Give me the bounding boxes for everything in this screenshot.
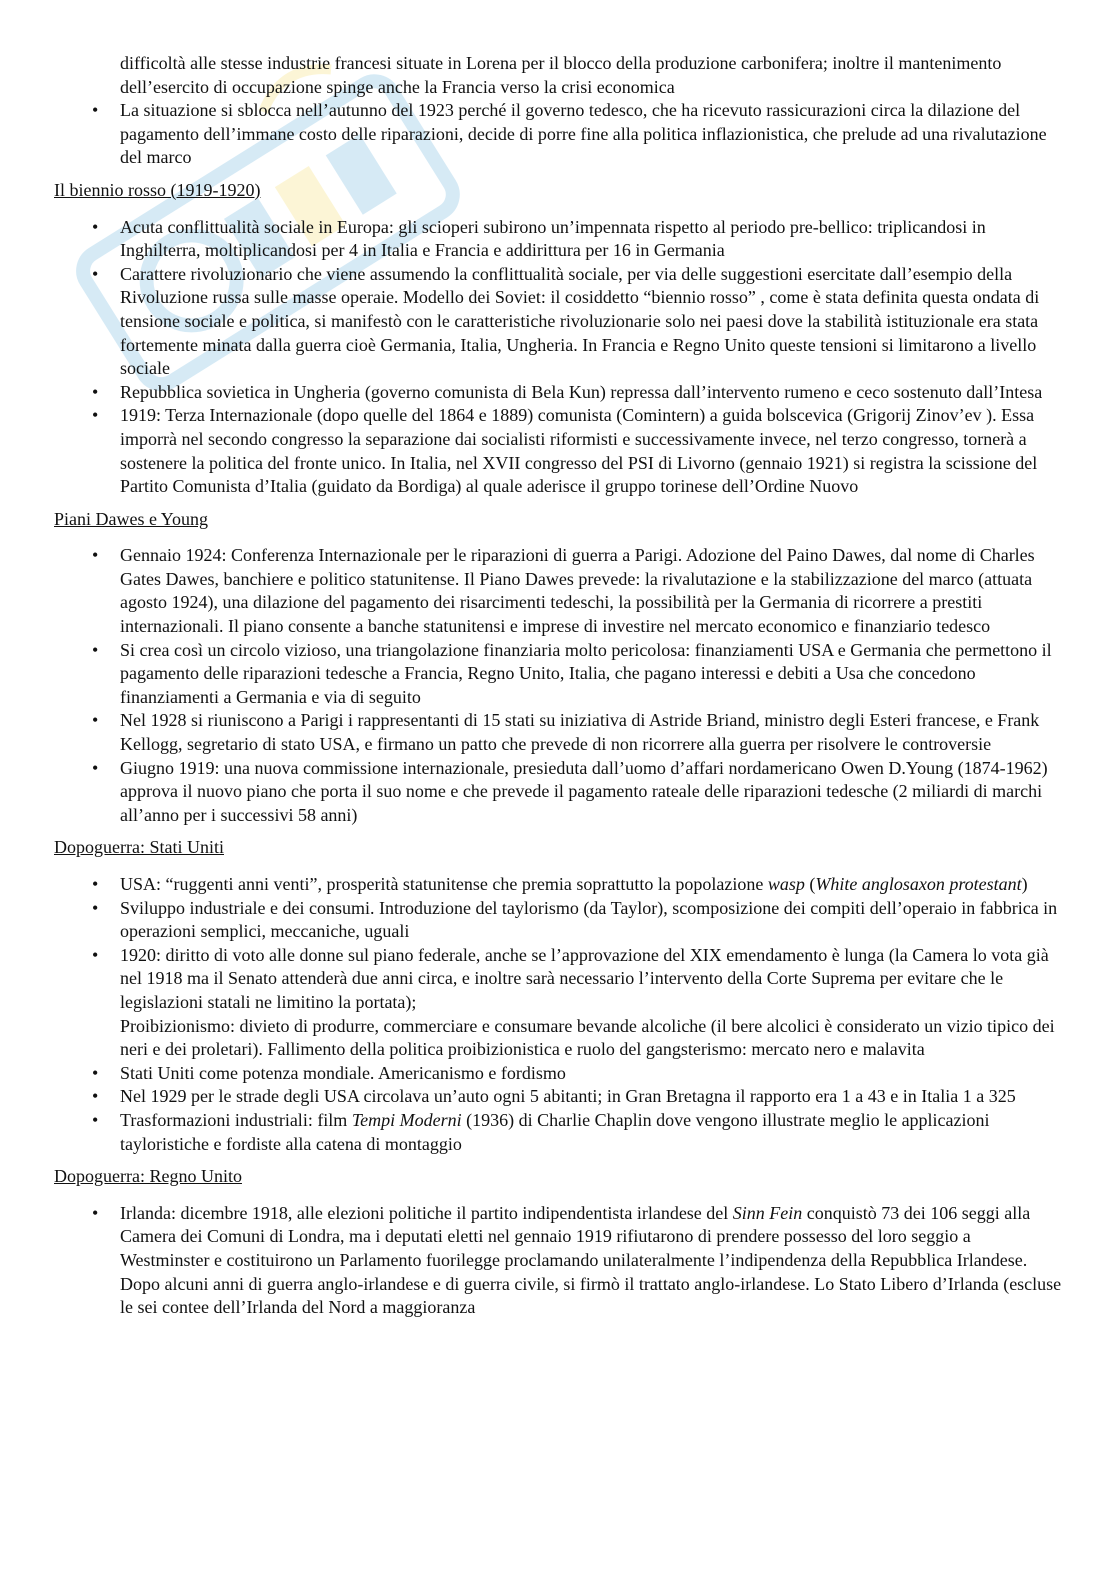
bullet-list [54, 1202, 1064, 1320]
section [54, 179, 1064, 499]
list-item: • Repubblica sovietica in Ungheria (governo comunista di Bela Kun) repressa dall’intervento rumeno e ceco sostenuto dall’Intesa [54, 381, 1064, 405]
section-heading: Il biennio rosso (1919-1920) [54, 179, 261, 200]
section [54, 508, 1064, 828]
section-heading: Piani Dawes e Young [54, 508, 209, 529]
list-item: • La situazione si sblocca nell’autunno del 1923 perché il governo tedesco, che ha ricevuto rassicurazioni circa la dilazione del pagamento dell’immane costo delle riparazioni, decide di porre fine alla politica inflazionistica, che prelude ad una rivalutazione del marco [54, 99, 1064, 170]
section [54, 1165, 1064, 1320]
bullet-list [54, 873, 1064, 1156]
list-item: • Giugno 1919: una nuova commissione internazionale, presieduta dall’uomo d’affari nordamericano Owen D.Young (1874-1962) approva il nuovo piano che porta il suo nome e che prevede il pagamento rateale delle riparazioni tedesche (2 miliardi di marchi all’anno per i successivi 58 anni) [54, 757, 1064, 828]
section-heading: Dopoguerra: Regno Unito [54, 1166, 242, 1187]
sections-container [54, 179, 1064, 1320]
bullet-list [54, 544, 1064, 827]
list-item: • 1920: diritto di voto alle donne sul piano federale, anche se l’approvazione del XIX emendamento è lunga (la Camera lo vota già nel 1918 ma il Senato attenderà due anni circa, e inoltre sarà necessario l’intervento della Corte Suprema per evitare che le legislazioni statali ne limitino la portata); Proibizionismo: divieto di produrre, commerciare e consumare bevande alcoliche (il bere alcolici è considerato un vizio tipico dei neri e dei proletari). Fallimento della politica proibizionistica e ruolo del gangsterismo: mercato nero e malavita [54, 944, 1064, 1062]
list-item: • USA: “ruggenti anni venti”, prosperità statunitense che premia soprattutto la popolazione wasp (White anglosaxon protestant) [54, 873, 1064, 897]
section [54, 836, 1064, 1156]
list-item: • Stati Uniti come potenza mondiale. Americanismo e fordismo [54, 1062, 1064, 1086]
list-item: • Nel 1928 si riuniscono a Parigi i rappresentanti di 15 stati su iniziativa di Astride Briand, ministro degli Esteri francese, e Frank Kellogg, segretario di stato USA, e firmano un patto che prevede di non ricorrere alla guerra per risolvere le controversie [54, 709, 1064, 756]
bullet-list [54, 216, 1064, 499]
list-item: • Carattere rivoluzionario che viene assumendo la conflittualità sociale, per via delle suggestioni esercitate dall’esempio della Rivoluzione russa sulle masse operaie. Modello dei Soviet: il cosiddetto “biennio rosso” , come è stata definita questa ondata di tensione sociale e politica, si manifestò con le caratteristiche rivoluzionarie solo nei paesi dove la stabilità istituzionale era stata fortemente minata dalla guerra cioè Germania, Italia, Ungheria. In Francia e Regno Unito queste tensioni si limitarono a livello sociale [54, 263, 1064, 381]
continuation-text [120, 52, 1064, 99]
document-page [54, 52, 1064, 1320]
list-item: • Trasformazioni industriali: film Tempi Moderni (1936) di Charlie Chaplin dove vengono illustrate meglio le applicazioni tayloristiche e fordiste alla catena di montaggio [54, 1109, 1064, 1156]
list-item: • Acuta conflittualità sociale in Europa: gli scioperi subirono un’impennata rispetto al periodo pre-bellico: triplicandosi in Inghilterra, moltiplicandosi per 4 in Italia e Francia e addirittura per 16 in Germania [54, 216, 1064, 263]
list-item: • 1919: Terza Internazionale (dopo quelle del 1864 e 1889) comunista (Comintern) a guida bolscevica (Grigorij Zinov’ev ). Essa imporrà nel secondo congresso la separazione dai socialisti riformisti e successivamente invece, nel terzo congresso, tornerà a sostenere la politica del fronte unico. In Italia, nel XVII congresso del PSI di Livorno (gennaio 1921) si registra la scissione del Partito Comunista d’Italia (guidato da Bordiga) al quale aderisce il gruppo torinese dell’Ordine Nuovo [54, 404, 1064, 498]
list-item: • Irlanda: dicembre 1918, alle elezioni politiche il partito indipendentista irlandese del Sinn Fein conquistò 73 dei 106 seggi alla Camera dei Comuni di Londra, ma i deputati eletti nel gennaio 1919 rifiutarono di prendere possesso del loro seggio a Westminster e costituirono un Parlamento fuorilegge proclamando unilateralmente l’indipendenza della Repubblica Irlandese. Dopo alcuni anni di guerra anglo-irlandese e di guerra civile, si firmò il trattato anglo-irlandese. Lo Stato Libero d’Irlanda (escluse le sei contee dell’Irlanda del Nord a maggioranza [54, 1202, 1064, 1320]
list-item: • Gennaio 1924: Conferenza Internazionale per le riparazioni di guerra a Parigi. Adozione del Paino Dawes, dal nome di Charles Gates Dawes, banchiere e politico statunitense. Il Piano Dawes prevede: la rivalutazione e la stabilizzazione del marco (attuata agosto 1924), una dilazione del pagamento dei risarcimenti tedeschi, la possibilità per la Germania di ricorrere a prestiti internazionali. Il piano consente a banche statunitensi e imprese di investire nel mercato economico e finanziario tedesco [54, 544, 1064, 638]
continuation-list [54, 99, 1064, 170]
list-item: • Si crea così un circolo vizioso, una triangolazione finanziaria molto pericolosa: finanziamenti USA e Germania che permettono il pagamento delle riparazioni tedesche a Francia, Regno Unito, Italia, che pagano interessi e debiti a Usa che concedono finanziamenti a Germania e via di seguito [54, 639, 1064, 710]
list-item: • Sviluppo industriale e dei consumi. Introduzione del taylorismo (da Taylor), scomposizione dei compiti dell’operaio in fabbrica in operazioni semplici, meccaniche, uguali [54, 897, 1064, 944]
list-item: • Nel 1929 per le strade degli USA circolava un’auto ogni 5 abitanti; in Gran Bretagna il rapporto era 1 a 43 e in Italia 1 a 325 [54, 1085, 1064, 1109]
continuation-line: difficoltà alle stesse industrie francesi situate in Lorena per il blocco della produzione carbonifera; inoltre il mantenimento dell’esercito di occupazione spinge anche la Francia verso la crisi economica [120, 53, 1002, 97]
section-heading: Dopoguerra: Stati Uniti [54, 837, 224, 858]
